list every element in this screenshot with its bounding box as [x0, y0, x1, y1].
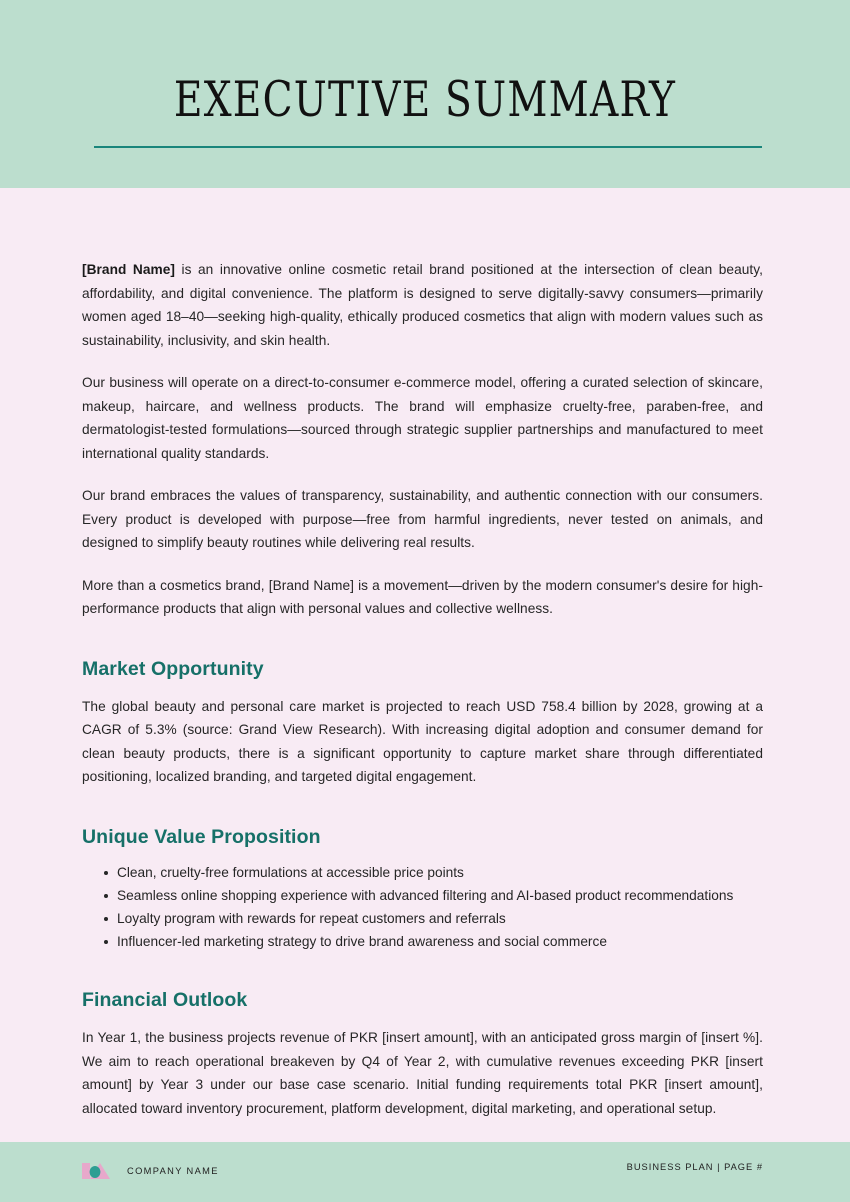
section-unique-value-proposition	[82, 826, 763, 952]
section-market-opportunity	[82, 658, 763, 789]
list-item: Seamless online shopping experience with advanced filtering and AI-based product recommendations	[104, 886, 763, 906]
company-logo-icon	[82, 1160, 116, 1182]
heading-unique-value-proposition: Unique Value Proposition	[82, 825, 321, 848]
intro-paragraph-1-text: is an innovative online cosmetic retail brand positioned at the intersection of clean beauty, affordability, and digital convenience. The platform is designed to serve digitally-savvy consumers—primarily women aged 18–40—seeking high-quality, ethically produced cosmetics that align with modern values such as sustainability, inclusivity, and skin health.	[82, 262, 763, 348]
title-divider-rule	[94, 146, 762, 148]
footer-page-label: BUSINESS PLAN | PAGE #	[626, 1162, 763, 1172]
page-header-band	[0, 0, 850, 188]
heading-financial-outlook: Financial Outlook	[82, 988, 248, 1011]
heading-market-opportunity: Market Opportunity	[82, 657, 264, 680]
intro-paragraph-4: More than a cosmetics brand, [Brand Name] is a movement—driven by the modern consumer's desire for high-performance products that align with personal values and collective wellness.	[82, 577, 763, 616]
intro-paragraph-group	[82, 188, 763, 621]
intro-paragraph-1	[82, 258, 763, 352]
list-item: Clean, cruelty-free formulations at accessible price points	[104, 863, 763, 883]
document-body	[0, 188, 850, 1142]
section-financial-outlook	[82, 989, 763, 1120]
page-footer-band	[0, 1142, 850, 1202]
intro-paragraph-3: Our brand embraces the values of transparency, sustainability, and authentic connection with our consumers. Every product is developed with purpose—free from harmful ingredients, never tested on animals, and designed to simplify beauty routines while delivering real results.	[82, 488, 763, 550]
financial-outlook-body: In Year 1, the business projects revenue of PKR [insert amount], with an anticipated gross margin of [insert %]. We aim to reach operational breakeven by Q4 of Year 2, with cumulative revenues exceeding PKR [insert amount] by Year 3 under our base case scenario. Initial funding requirements total PKR [insert amount], allocated toward inventory procurement, platform development, digital marketing, and operational setup.	[82, 1030, 763, 1116]
list-item: Loyalty program with rewards for repeat customers and referrals	[104, 909, 763, 929]
footer-branding	[82, 1160, 219, 1182]
footer-company-name: COMPANY NAME	[127, 1166, 219, 1176]
uvp-bullet-list	[82, 863, 763, 952]
brand-name-bold: [Brand Name]	[82, 262, 176, 277]
list-item: Influencer-led marketing strategy to drive brand awareness and social commerce	[104, 932, 763, 952]
market-opportunity-body: The global beauty and personal care market is projected to reach USD 758.4 billion by 2028, growing at a CAGR of 5.3% (source: Grand View Research). With increasing digital adoption and consumer demand for clean beauty products, there is a significant opportunity to capture market share through differentiated positioning, localized branding, and targeted digital engagement.	[82, 698, 763, 785]
intro-paragraph-2: Our business will operate on a direct-to-consumer e-commerce model, offering a curated selection of skincare, makeup, haircare, and wellness products. The brand will emphasize cruelty-free, paraben-free, and dermatologist-tested formulations—sourced through strategic supplier partnerships and manufactured to meet international quality standards.	[82, 375, 763, 461]
page-title: EXECUTIVE SUMMARY	[173, 71, 677, 128]
